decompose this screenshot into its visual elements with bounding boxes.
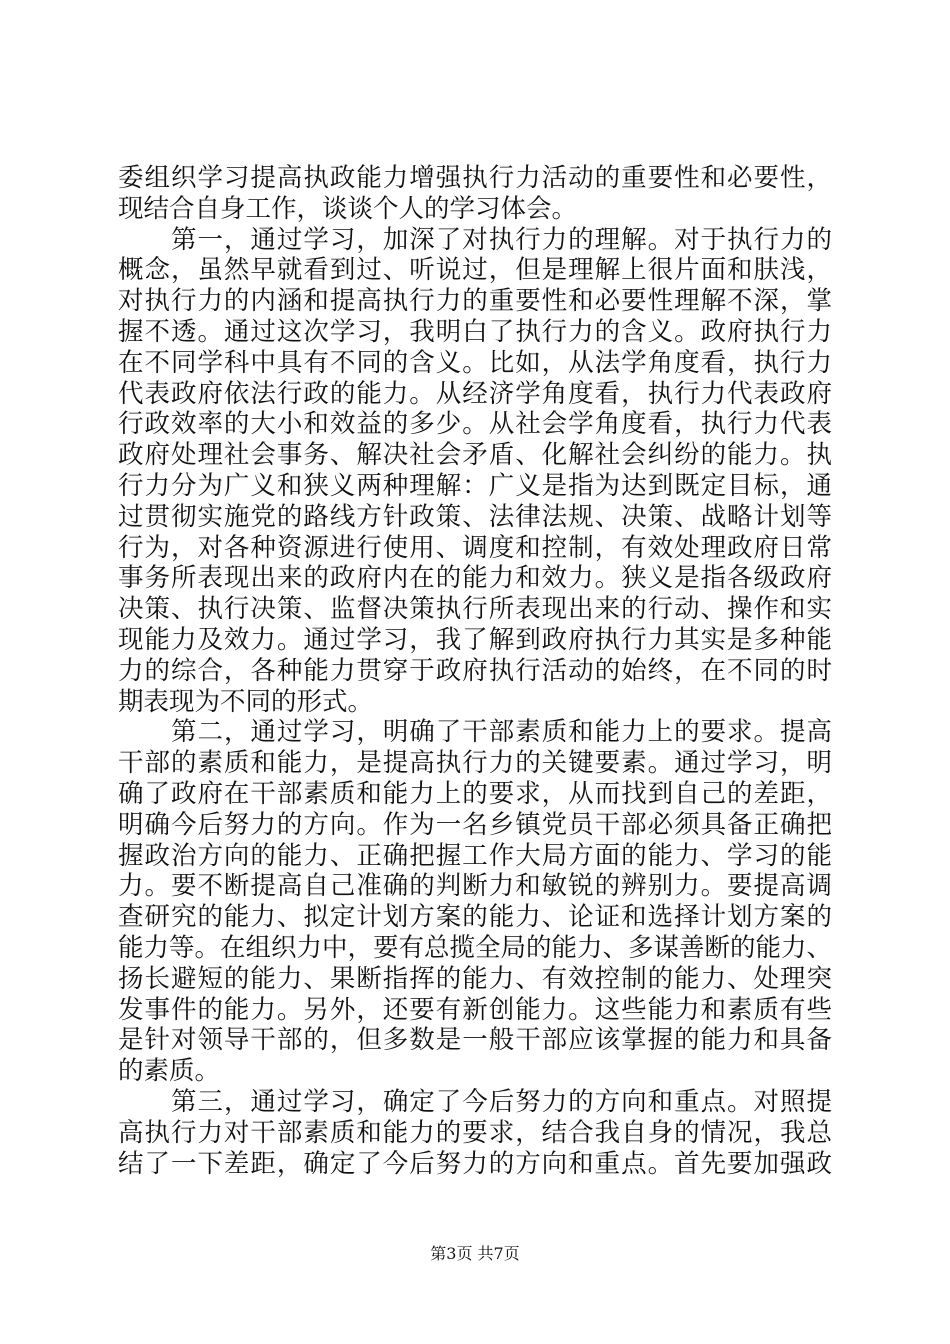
text-line: 握不透。通过这次学习，我明白了执行力的含义。政府执行力	[118, 316, 832, 347]
text-line: 高执行力对干部素质和能力的要求，结合我自身的情况，我总	[118, 1117, 832, 1148]
text-line: 明确今后努力的方向。作为一名乡镇党员干部必须具备正确把	[118, 809, 832, 840]
document-body	[118, 163, 832, 1179]
text-line: 第一，通过学习，加深了对执行力的理解。对于执行力的	[171, 224, 832, 255]
text-line: 在不同学科中具有不同的含义。比如，从法学角度看，执行力	[118, 347, 832, 378]
text-line: 能力等。在组织力中，要有总揽全局的能力、多谋善断的能力、	[118, 932, 833, 963]
text-line: 过贯彻实施党的路线方针政策、法律法规、决策、战略计划等	[118, 501, 832, 532]
text-line: 力的综合，各种能力贯穿于政府执行活动的始终，在不同的时	[118, 655, 832, 686]
text-line: 行为，对各种资源进行使用、调度和控制，有效处理政府日常	[118, 532, 832, 563]
text-line: 委组织学习提高执政能力增强执行力活动的重要性和必要性，	[118, 163, 832, 193]
text-line: 是针对领导干部的，但多数是一般干部应该掌握的能力和具备	[118, 1025, 832, 1056]
text-line: 查研究的能力、拟定计划方案的能力、论证和选择计划方案的	[118, 902, 832, 933]
text-line: 对执行力的内涵和提高执行力的重要性和必要性理解不深，掌	[118, 286, 832, 317]
text-line: 行力分为广义和狭义两种理解：广义是指为达到既定目标，通	[118, 470, 832, 501]
text-line: 事务所表现出来的政府内在的能力和效力。狭义是指各级政府	[118, 563, 832, 594]
text-line: 政府处理社会事务、解决社会矛盾、化解社会纠纷的能力。执	[118, 440, 832, 471]
text-line: 确了政府在干部素质和能力上的要求，从而找到自己的差距，	[118, 778, 832, 809]
text-line: 第二，通过学习，明确了干部素质和能力上的要求。提高	[171, 717, 832, 748]
text-line: 的素质。	[118, 1056, 221, 1087]
text-line: 决策、执行决策、监督决策执行所表现出来的行动、操作和实	[118, 594, 832, 625]
text-line: 发事件的能力。另外，还要有新创能力。这些能力和素质有些	[118, 994, 832, 1025]
text-line: 行政效率的大小和效益的多少。从社会学角度看，执行力代表	[118, 409, 832, 440]
text-line: 力。要不断提高自己准确的判断力和敏锐的辨别力。要提高调	[118, 871, 832, 902]
text-line: 扬长避短的能力、果断指挥的能力、有效控制的能力、处理突	[118, 963, 832, 994]
text-line: 结了一下差距，确定了今后努力的方向和重点。首先要加强政	[118, 1148, 832, 1179]
text-line: 代表政府依法行政的能力。从经济学角度看，执行力代表政府	[118, 378, 832, 409]
text-line: 握政治方向的能力、正确把握工作大局方面的能力、学习的能	[118, 840, 832, 871]
text-line: 现能力及效力。通过学习，我了解到政府执行力其实是多种能	[118, 624, 832, 655]
text-line: 现结合自身工作，谈谈个人的学习体会。	[118, 193, 578, 224]
text-line: 期表现为不同的形式。	[118, 686, 374, 717]
text-line: 干部的素质和能力，是提高执行力的关键要素。通过学习，明	[118, 748, 832, 779]
text-line: 第三，通过学习，确定了今后努力的方向和重点。对照提	[171, 1086, 832, 1117]
page-number-footer: 第3页 共7页	[430, 1244, 520, 1263]
text-line: 概念，虽然早就看到过、听说过，但是理解上很片面和肤浅，	[118, 255, 832, 286]
